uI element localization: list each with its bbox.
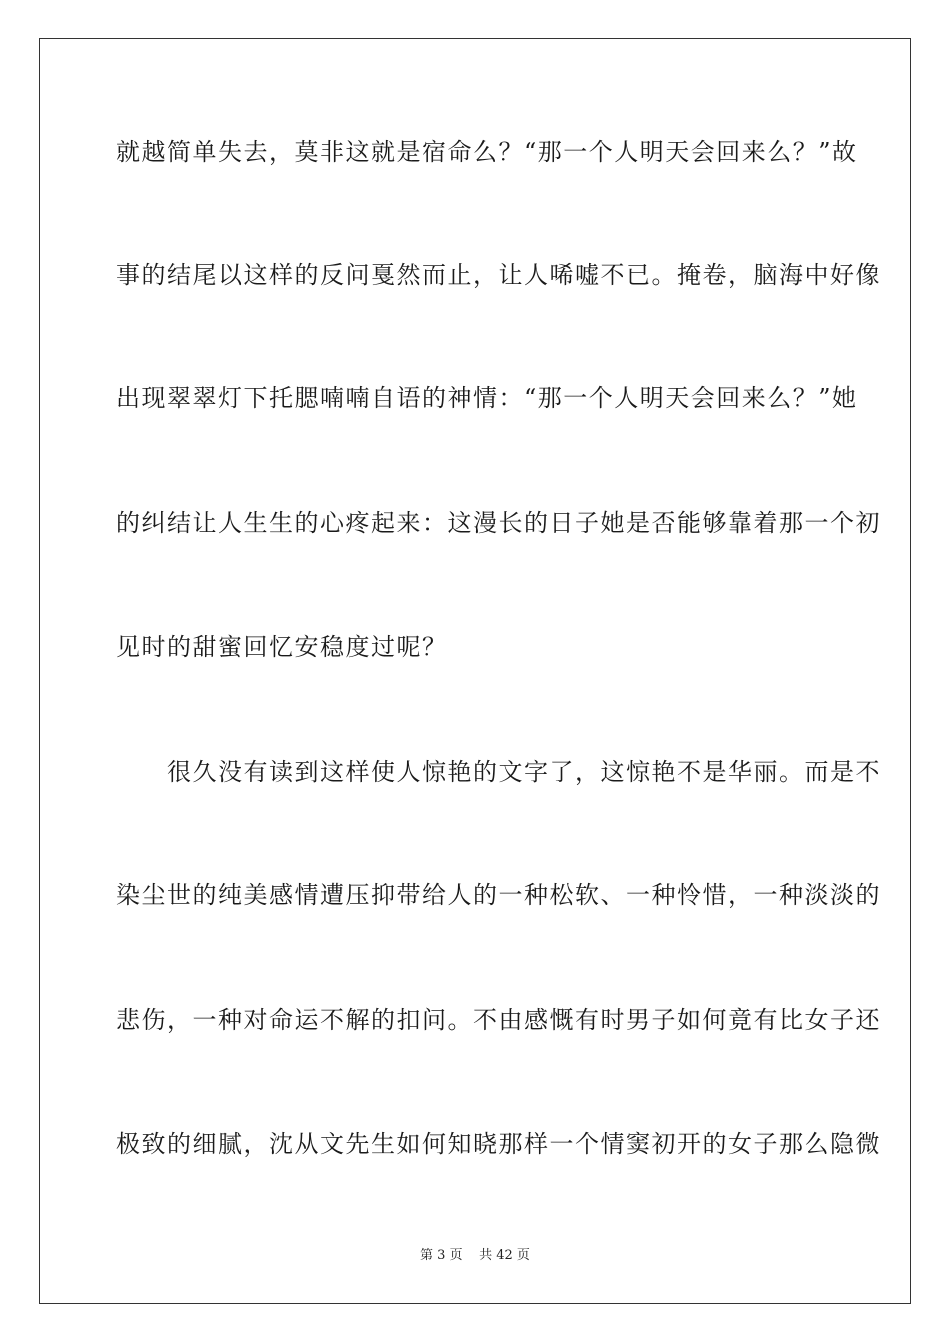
- text-line: 见时的甜蜜回忆安稳度过呢？: [116, 633, 448, 661]
- text-line: 事的结尾以这样的反问戛然而止，让人唏嘘不已。掩卷，脑海中好像: [116, 261, 881, 289]
- text-line: 出现翠翠灯下托腮喃喃自语的神情：“那一个人明天会回来么？”她: [116, 384, 858, 412]
- text-line: 悲伤，一种对命运不解的扣问。不由感慨有时男子如何竟有比女子还: [116, 1006, 881, 1034]
- page-number: 第 3 页: [420, 1248, 463, 1263]
- text-line: 极致的细腻，沈从文先生如何知晓那样一个情窦初开的女子那么隐微: [116, 1130, 881, 1158]
- text-line: 很久没有读到这样使人惊艳的文字了，这惊艳不是华丽。而是不: [116, 758, 881, 786]
- page-border: [39, 38, 911, 1304]
- page-footer: [0, 1248, 950, 1264]
- text-line: 的纠结让人生生的心疼起来：这漫长的日子她是否能够靠着那一个初: [116, 509, 881, 537]
- text-line: 就越简单失去，莫非这就是宿命么？“那一个人明天会回来么？”故: [116, 138, 858, 166]
- page-total: 共 42 页: [479, 1248, 530, 1263]
- text-line: 染尘世的纯美感情遭压抑带给人的一种松软、一种怜惜，一种淡淡的: [116, 881, 881, 909]
